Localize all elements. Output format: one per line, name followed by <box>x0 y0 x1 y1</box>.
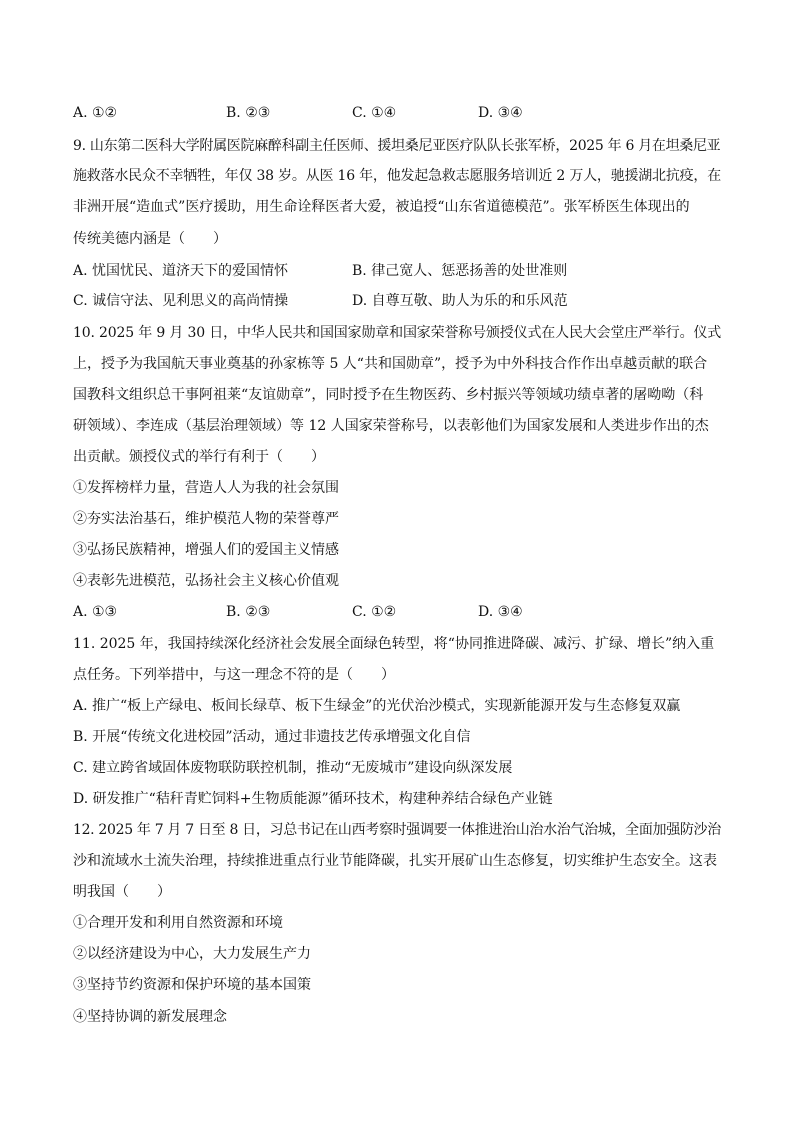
q9-option-b: B. 律己宽人、惩恶扬善的处世准则 <box>352 263 568 279</box>
q9-options-row-2 <box>0 292 794 310</box>
q10-stem-line-1: 10. 2025 年 9 月 30 日，中华人民共和国国家勋章和国家荣誉称号颁授仪式在人民大会堂庄严举行。仪式 <box>73 325 722 341</box>
q10-option-c: C. ①② <box>352 604 397 620</box>
q11-option-c: C. 建立跨省域固体废物联防联控机制，推动“无废城市”建设向纵深发展 <box>73 760 513 776</box>
q9-stem-line-4: 传统美德内涵是（ ） <box>73 231 227 247</box>
q12-statement-4: ④坚持协调的新发展理念 <box>73 1009 227 1025</box>
q11-option-d: D. 研发推广“秸秆青贮饲料+生物质能源”循环技术，构建种养结合绿色产业链 <box>73 791 553 807</box>
q10-option-a: A. ①③ <box>73 604 118 620</box>
q8-option-a: A. ①② <box>73 105 118 121</box>
q9-stem-line-1: 9. 山东第二医科大学附属医院麻醉科副主任医师、援坦桑尼亚医疗队队长张军桥，2025 年 6 月在坦桑尼亚 <box>73 138 721 154</box>
q10-statement-2: ②夯实法治基石，维护模范人物的荣誉尊严 <box>73 511 339 527</box>
q8-option-d: D. ③④ <box>478 105 523 121</box>
q9-stem-line-2: 施救落水民众不幸牺牲，年仅 38 岁。从医 16 年，他发起急救志愿服务培训近 2 万人，驰援湖北抗疫，在 <box>73 168 721 184</box>
q12-statement-2: ②以经济建设为中心，大力发展生产力 <box>73 946 311 962</box>
q9-option-a: A. 忧国忧民、道济天下的爱国情怀 <box>73 263 289 279</box>
q10-option-b: B. ②③ <box>226 604 271 620</box>
q12-statement-3: ③坚持节约资源和保护环境的基本国策 <box>73 977 311 993</box>
q10-option-d: D. ③④ <box>478 604 523 620</box>
q10-stem-line-5: 出贡献。颁授仪式的举行有利于（ ） <box>73 449 325 465</box>
q9-stem-line-3: 非洲开展“造血式”医疗援助，用生命诠释医者大爱，被追授“山东省道德模范”。张军桥医生体现出的 <box>73 199 690 215</box>
q10-stem-line-3: 国教科文组织总干事阿祖莱“友谊勋章”，同时授予在生物医药、乡村振兴等领域功绩卓著的屠呦呦（科 <box>73 387 704 403</box>
q12-statement-1: ①合理开发和利用自然资源和环境 <box>73 915 283 931</box>
q11-stem-line-2: 点任务。下列举措中，与这一理念不符的是（ ） <box>73 667 395 683</box>
q10-statement-4: ④表彰先进模范，弘扬社会主义核心价值观 <box>73 573 339 589</box>
q11-option-a: A. 推广“板上产绿电、板间长绿草、板下生绿金”的光伏治沙模式，实现新能源开发与生态修复双赢 <box>73 698 681 714</box>
q10-statement-3: ③弘扬民族精神，增强人们的爱国主义情感 <box>73 542 339 558</box>
q12-stem-line-2: 沙和流域水土流失治理，持续推进重点行业节能降碳，扎实开展矿山生态修复，切实维护生态安全。这表 <box>73 853 717 869</box>
q10-stem-line-4: 研领域）、李连成（基层治理领域）等 12 人国家荣誉称号，以表彰他们为国家发展和人类进步作出的杰 <box>73 418 709 434</box>
q10-stem-line-2: 上，授予为我国航天事业奠基的孙家栋等 5 人“共和国勋章”，授予为中外科技合作作出卓越贡献的联合 <box>73 356 708 372</box>
q12-stem-line-3: 明我国（ ） <box>73 884 171 900</box>
q10-options-row <box>0 603 794 621</box>
q9-options-row-1 <box>0 262 794 280</box>
q10-statement-1: ①发挥榜样力量，营造人人为我的社会氛围 <box>73 480 339 496</box>
q9-option-d: D. 自尊互敬、助人为乐的和乐风范 <box>352 293 568 309</box>
q11-stem-line-1: 11. 2025 年，我国持续深化经济社会发展全面绿色转型，将“协同推进降碳、减污、扩绿、增长”纳入重 <box>73 636 715 652</box>
q8-option-c: C. ①④ <box>352 105 397 121</box>
q8-option-b: B. ②③ <box>226 105 271 121</box>
q11-option-b: B. 开展“传统文化进校园”活动，通过非遗技艺传承增强文化自信 <box>73 729 471 745</box>
q9-option-c: C. 诚信守法、见利思义的高尚情操 <box>73 293 289 309</box>
q8-options-row <box>0 104 794 122</box>
q12-stem-line-1: 12. 2025 年 7 月 7 日至 8 日，习总书记在山西考察时强调要一体推进治山治水治气治城，全面加强防沙治 <box>73 822 721 838</box>
